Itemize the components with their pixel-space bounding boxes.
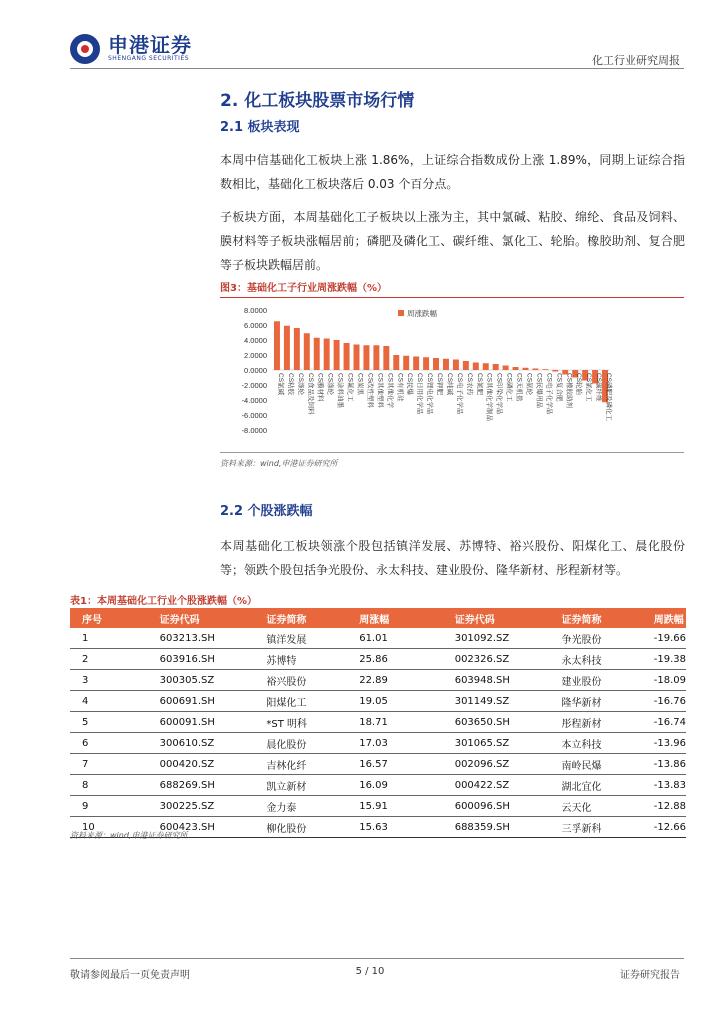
cell-loser-code: 603650.SH (443, 712, 550, 733)
category-label: CS复合肥 (555, 373, 563, 402)
category-label: CS氮肥 (475, 373, 483, 396)
cell-weekly-gain: 16.09 (347, 775, 443, 796)
page-header (0, 0, 724, 70)
bar (363, 345, 369, 370)
category-label: CS无机盐 (515, 373, 523, 402)
bar (413, 357, 419, 371)
cell-loser-name: 隆华新材 (549, 691, 641, 712)
category-label: CS有机硅 (396, 373, 404, 402)
cell-gainer-code: 000420.SZ (148, 754, 255, 775)
category-label: CS轮胎 (575, 373, 583, 396)
cell-loser-code: 301065.SZ (443, 733, 550, 754)
cell-gainer-name: 裕兴股份 (254, 670, 347, 691)
cell-gainer-name: 晨化股份 (254, 733, 347, 754)
bar (523, 368, 529, 370)
category-label: CS农药 (465, 373, 473, 396)
category-label: CS其他化学制品 (485, 373, 493, 422)
category-label: CS涤纶 (296, 373, 304, 396)
cell-weekly-gain: 61.01 (347, 628, 443, 649)
cell-loser-code: 000422.SZ (443, 775, 550, 796)
subsection-title-stocks: 2.2 个股涨跌幅 (220, 504, 313, 519)
table-source: 资料来源：wind,申港证券研究所 (70, 831, 188, 840)
category-label: CS氯化工 (585, 373, 593, 402)
category-label: CS膜材料 (316, 373, 324, 402)
category-label: CS涂料油墨 (336, 373, 344, 409)
cell-loser-name: 争光股份 (549, 628, 641, 649)
cell-gainer-name: 阳煤化工 (254, 691, 347, 712)
bar (483, 363, 489, 370)
bar (324, 339, 330, 371)
cell-weekly-loss: -12.88 (642, 796, 686, 817)
cell-index: 2 (70, 649, 148, 670)
category-label: CS其他塑料 (376, 373, 384, 409)
category-label: CS日用化学品 (416, 373, 424, 415)
cell-weekly-gain: 18.71 (347, 712, 443, 733)
bar (314, 338, 320, 370)
bar (552, 370, 558, 372)
y-tick-label: 6.0000 (244, 321, 267, 330)
bar (473, 363, 479, 371)
stocks-paragraph: 本周基础化工板块领涨个股包括镇洋发展、苏博特、裕兴股份、阳煤化工、晨化股份等；领跌个股包括争光股份、永太科技、建业股份、隆华新材、彤程新材等。 (220, 539, 685, 577)
performance-paragraph-1: 本周中信基础化工板块上涨 1.86%，上证综合指数成份上涨 1.89%，同期上证综合指数相比，基础化工板块落后 0.03 个百分点。 (220, 153, 685, 191)
category-label: CS炭黑 (356, 373, 364, 396)
cell-loser-name: 建业股份 (549, 670, 641, 691)
table-row (70, 670, 686, 691)
cell-index: 1 (70, 628, 148, 649)
cell-loser-code: 600096.SH (443, 796, 550, 817)
category-label: CS食品及饲料 (306, 373, 314, 415)
y-tick-label: 8.0000 (244, 306, 267, 315)
cell-weekly-loss: -19.66 (642, 628, 686, 649)
category-label: CS氯碱 (276, 373, 284, 396)
cell-gainer-code: 603916.SH (148, 649, 255, 670)
page-number: 5 / 10 (355, 966, 385, 977)
cell-weekly-loss: -18.09 (642, 670, 686, 691)
category-label: CS涤纶 (326, 373, 334, 396)
cell-gainer-code: 300305.SZ (148, 670, 255, 691)
cell-index: 7 (70, 754, 148, 775)
figure-caption: 图3：基础化工子行业周涨跌幅（%） (220, 283, 387, 294)
cell-weekly-loss: -19.38 (642, 649, 686, 670)
stock-movers-table (70, 608, 686, 838)
col-index: 序号 (70, 608, 148, 628)
footer-label: 证券研究报告 (620, 970, 680, 981)
bar (274, 321, 280, 370)
bar (304, 333, 310, 370)
category-label: CS改性塑料 (366, 373, 374, 409)
cell-index: 3 (70, 670, 148, 691)
legend-label: 周涨跌幅 (407, 309, 437, 318)
cell-index: 9 (70, 796, 148, 817)
cell-loser-name: 三孚新科 (549, 817, 641, 838)
category-label: CS民爆 (406, 373, 414, 396)
table-row (70, 691, 686, 712)
bar (433, 358, 439, 370)
category-label: CS纯碱 (445, 373, 453, 396)
cell-gainer-code: 688269.SH (148, 775, 255, 796)
cell-loser-code: 603948.SH (443, 670, 550, 691)
bar (513, 367, 519, 370)
report-type: 化工行业研究周报 (592, 54, 680, 67)
bar (532, 369, 538, 371)
bar (344, 343, 350, 370)
table-row (70, 733, 686, 754)
bar (503, 366, 509, 371)
table-header-row (70, 608, 686, 628)
cell-gainer-code: 300610.SZ (148, 733, 255, 754)
cell-weekly-gain: 25.86 (347, 649, 443, 670)
subsection-title-performance: 2.1 板块表现 (220, 120, 300, 135)
bar (284, 326, 290, 370)
cell-weekly-loss: -16.76 (642, 691, 686, 712)
category-label: CS电子化学品 (545, 373, 553, 415)
cell-gainer-code: 300225.SZ (148, 796, 255, 817)
cell-loser-name: 湖北宜化 (549, 775, 641, 796)
bar (393, 355, 399, 370)
table-caption: 表1：本周基础化工行业个股涨跌幅（%） (70, 596, 257, 607)
col-weekly-gain: 周涨幅 (347, 608, 443, 628)
table-row (70, 649, 686, 670)
cell-weekly-loss: -13.96 (642, 733, 686, 754)
logo-cn-text: 申港证券 (108, 33, 192, 57)
bar (493, 364, 499, 370)
performance-paragraph-2: 子板块方面，本周基础化工子板块以上涨为主，其中氯碱、粘胶、绵纶、食品及饲料、膜材料等子板块涨幅居前；磷肥及磷化工、碳纤维、氯化工、轮胎。橡胶助剂、复合肥等子板块跌幅居前。 (220, 210, 685, 272)
category-label: CS粘胶 (286, 373, 294, 396)
category-label: CS锂电化学品 (426, 373, 434, 415)
cell-index: 10 (70, 817, 148, 838)
footer-divider (70, 958, 684, 959)
bar (294, 328, 300, 370)
cell-weekly-gain: 16.57 (347, 754, 443, 775)
category-label: CS氟化工 (346, 373, 354, 402)
col-loser-name: 证券简称 (549, 608, 641, 628)
bar (463, 361, 469, 370)
table-row (70, 628, 686, 649)
legend-swatch (398, 310, 404, 316)
cell-index: 4 (70, 691, 148, 712)
bar (453, 360, 459, 371)
cell-loser-name: 南岭民爆 (549, 754, 641, 775)
y-tick-label: 4.0000 (244, 336, 267, 345)
cell-weekly-gain: 22.89 (347, 670, 443, 691)
cell-loser-code: 002096.SZ (443, 754, 550, 775)
cell-gainer-code: 603213.SH (148, 628, 255, 649)
category-label: CS电子化学品 (455, 373, 463, 415)
bar (373, 345, 379, 370)
y-tick-label: -2.0000 (241, 381, 267, 390)
cell-weekly-gain: 15.91 (347, 796, 443, 817)
y-tick-label: 0.0000 (244, 366, 267, 375)
cell-index: 5 (70, 712, 148, 733)
cell-weekly-loss: -12.66 (642, 817, 686, 838)
bar (423, 357, 429, 370)
col-gainer-code: 证券代码 (148, 608, 255, 628)
cell-weekly-loss: -16.74 (642, 712, 686, 733)
cell-loser-name: 云天化 (549, 796, 641, 817)
header-divider (70, 68, 684, 69)
y-tick-label: -4.0000 (241, 396, 267, 405)
category-label: CS氨纶 (525, 373, 533, 396)
cell-gainer-code: 600091.SH (148, 712, 255, 733)
figure-bottom-rule (220, 452, 684, 453)
cell-gainer-name: 凯立新材 (254, 775, 347, 796)
cell-index: 8 (70, 775, 148, 796)
logo-mark-icon (70, 34, 100, 64)
bar (403, 356, 409, 370)
y-tick-label: -8.0000 (241, 426, 267, 435)
company-logo (70, 34, 192, 64)
table-row (70, 796, 686, 817)
cell-weekly-loss: -13.86 (642, 754, 686, 775)
col-loser-code: 证券代码 (443, 608, 550, 628)
figure-source: 资料来源：wind,申港证券研究所 (220, 459, 338, 468)
category-label: CS磷化工 (505, 373, 513, 402)
cell-loser-name: 彤程新材 (549, 712, 641, 733)
cell-loser-code: 002326.SZ (443, 649, 550, 670)
cell-weekly-gain: 19.05 (347, 691, 443, 712)
category-label: CS民爆用品 (535, 373, 543, 409)
cell-gainer-code: 600691.SH (148, 691, 255, 712)
bar (542, 369, 548, 370)
y-tick-label: -6.0000 (241, 411, 267, 420)
section-title: 2. 化工板块股票市场行情 (220, 91, 415, 111)
category-label: CS印染化学品 (495, 373, 503, 415)
cell-loser-code: 688359.SH (443, 817, 550, 838)
cell-gainer-name: *ST 明科 (254, 712, 347, 733)
cell-weekly-loss: -13.83 (642, 775, 686, 796)
cell-loser-name: 本立科技 (549, 733, 641, 754)
col-gainer-name: 证券简称 (254, 608, 347, 628)
cell-gainer-name: 金力泰 (254, 796, 347, 817)
cell-index: 6 (70, 733, 148, 754)
cell-weekly-gain: 17.03 (347, 733, 443, 754)
cell-loser-name: 永太科技 (549, 649, 641, 670)
table-row (70, 754, 686, 775)
cell-weekly-gain: 15.63 (347, 817, 443, 838)
cell-gainer-name: 镇洋发展 (254, 628, 347, 649)
category-label: CS碳纤维 (595, 373, 603, 402)
category-label: CS磷肥及磷化工 (605, 373, 613, 422)
bar (443, 359, 449, 370)
cell-gainer-name: 苏博特 (254, 649, 347, 670)
table-row (70, 775, 686, 796)
y-tick-label: 2.0000 (244, 351, 267, 360)
col-weekly-loss: 周跌幅 (642, 608, 686, 628)
figure-top-rule (220, 297, 684, 298)
bar (334, 340, 340, 370)
logo-en-text: SHENGANG SECURITIES (108, 55, 190, 62)
category-label: CS其他化学 (386, 373, 394, 409)
cell-loser-code: 301149.SZ (443, 691, 550, 712)
subindustry-bar-chart (230, 302, 680, 447)
bar (383, 346, 389, 370)
bar (354, 345, 360, 371)
cell-loser-code: 301092.SZ (443, 628, 550, 649)
category-label: CS钾肥 (436, 373, 444, 396)
category-label: CS橡胶助剂 (565, 373, 573, 409)
footer-disclaimer: 敬请参阅最后一页免责声明 (70, 970, 190, 981)
cell-gainer-name: 柳化股份 (254, 817, 347, 838)
cell-gainer-name: 吉林化纤 (254, 754, 347, 775)
table-row (70, 712, 686, 733)
cell-gainer-code: 600423.SH (148, 817, 255, 838)
